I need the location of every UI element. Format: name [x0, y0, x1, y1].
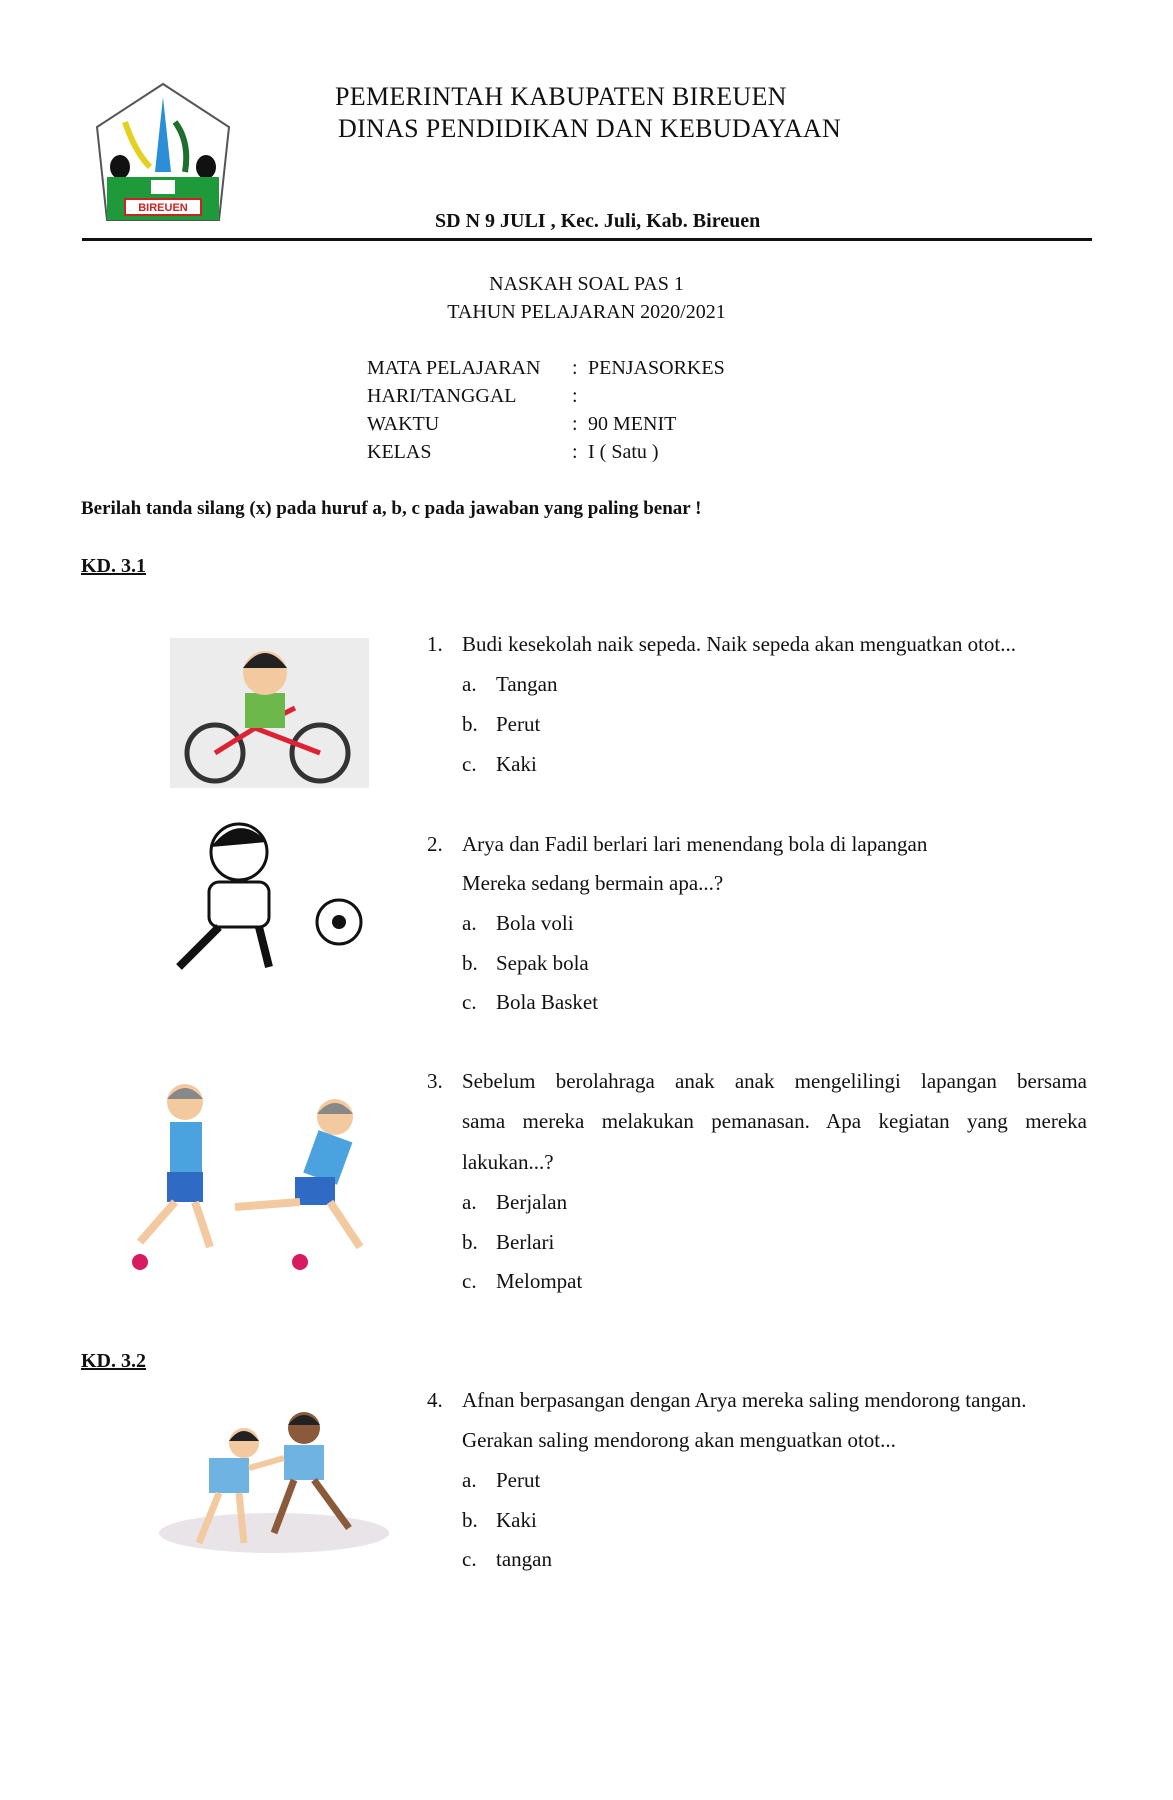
option-text[interactable]: Kaki: [496, 1508, 537, 1532]
question-text: Budi kesekolah naik sepeda. Naik sepeda akan menguatkan otot...: [462, 632, 1016, 656]
option-letter[interactable]: b.: [462, 1508, 478, 1532]
exam-title: NASKAH SOAL PAS 1: [489, 273, 684, 295]
option-text[interactable]: Berjalan: [496, 1190, 568, 1214]
school-name: SD N 9 JULI , Kec. Juli, Kab. Bireuen: [435, 210, 761, 232]
question-text: Mereka sedang bermain apa...?: [462, 871, 724, 895]
boy-kicking-ball-illustration: [149, 817, 376, 983]
question-number: 4.: [427, 1388, 443, 1412]
option-text[interactable]: Perut: [496, 712, 541, 736]
section-kd-3-2: KD. 3.2: [81, 1350, 146, 1372]
option-text[interactable]: tangan: [496, 1547, 552, 1571]
option-letter[interactable]: b.: [462, 712, 478, 736]
question-number: 2.: [427, 832, 443, 856]
children-pushing-hands-illustration: [149, 1403, 392, 1558]
info-label: WAKTU: [367, 413, 440, 435]
option-letter[interactable]: b.: [462, 951, 478, 975]
question-number: 1.: [427, 632, 443, 656]
header-rule: [82, 238, 1092, 241]
option-letter[interactable]: a.: [462, 911, 477, 935]
info-value: 90 MENIT: [588, 413, 677, 435]
boy-cycling-illustration: [170, 638, 369, 788]
question-text: Gerakan saling mendorong akan menguatkan otot...: [462, 1428, 896, 1452]
section-kd-3-1: KD. 3.1: [81, 555, 146, 577]
question-text: sama mereka melakukan pemanasan. Apa kegiatan yang mereka: [462, 1109, 1087, 1133]
question-text: Arya dan Fadil berlari lari menendang bola di lapangan: [462, 832, 928, 856]
info-value: I ( Satu ): [588, 441, 659, 463]
option-letter[interactable]: c.: [462, 1269, 477, 1293]
info-sep: :: [572, 413, 578, 435]
bireuen-logo: [95, 82, 231, 222]
option-text[interactable]: Melompat: [496, 1269, 583, 1293]
info-label: HARI/TANGGAL: [367, 385, 517, 407]
option-letter[interactable]: c.: [462, 990, 477, 1014]
option-text[interactable]: Sepak bola: [496, 951, 589, 975]
info-label: MATA PELAJARAN: [367, 357, 541, 379]
exam-year: TAHUN PELAJARAN 2020/2021: [447, 301, 726, 323]
info-sep: :: [572, 385, 578, 407]
option-text[interactable]: Bola voli: [496, 911, 574, 935]
option-letter[interactable]: a.: [462, 1468, 477, 1492]
option-text[interactable]: Tangan: [496, 672, 558, 696]
header-government: PEMERINTAH KABUPATEN BIREUEN: [335, 82, 787, 111]
option-letter[interactable]: a.: [462, 672, 477, 696]
option-letter[interactable]: c.: [462, 752, 477, 776]
question-text: lakukan...?: [462, 1150, 554, 1174]
option-letter[interactable]: b.: [462, 1230, 478, 1254]
option-text[interactable]: Berlari: [496, 1230, 555, 1254]
instruction: Berilah tanda silang (x) pada huruf a, b, c pada jawaban yang paling benar !: [81, 498, 702, 519]
option-text[interactable]: Kaki: [496, 752, 537, 776]
option-text[interactable]: Bola Basket: [496, 990, 599, 1014]
children-running-illustration: [115, 1077, 401, 1277]
option-letter[interactable]: c.: [462, 1547, 477, 1571]
option-letter[interactable]: a.: [462, 1190, 477, 1214]
info-label: KELAS: [367, 441, 432, 463]
svg-text:BIREUEN: BIREUEN: [138, 202, 188, 214]
info-sep: :: [572, 441, 578, 463]
question-text: Sebelum berolahraga anak anak mengelilingi lapangan bersama: [462, 1069, 1087, 1093]
info-sep: :: [572, 357, 578, 379]
header-department: DINAS PENDIDIKAN DAN KEBUDAYAAN: [338, 114, 842, 143]
option-text[interactable]: Perut: [496, 1468, 541, 1492]
info-value: PENJASORKES: [588, 357, 725, 379]
question-text: Afnan berpasangan dengan Arya mereka saling mendorong tangan.: [462, 1388, 1027, 1412]
question-number: 3.: [427, 1069, 443, 1093]
